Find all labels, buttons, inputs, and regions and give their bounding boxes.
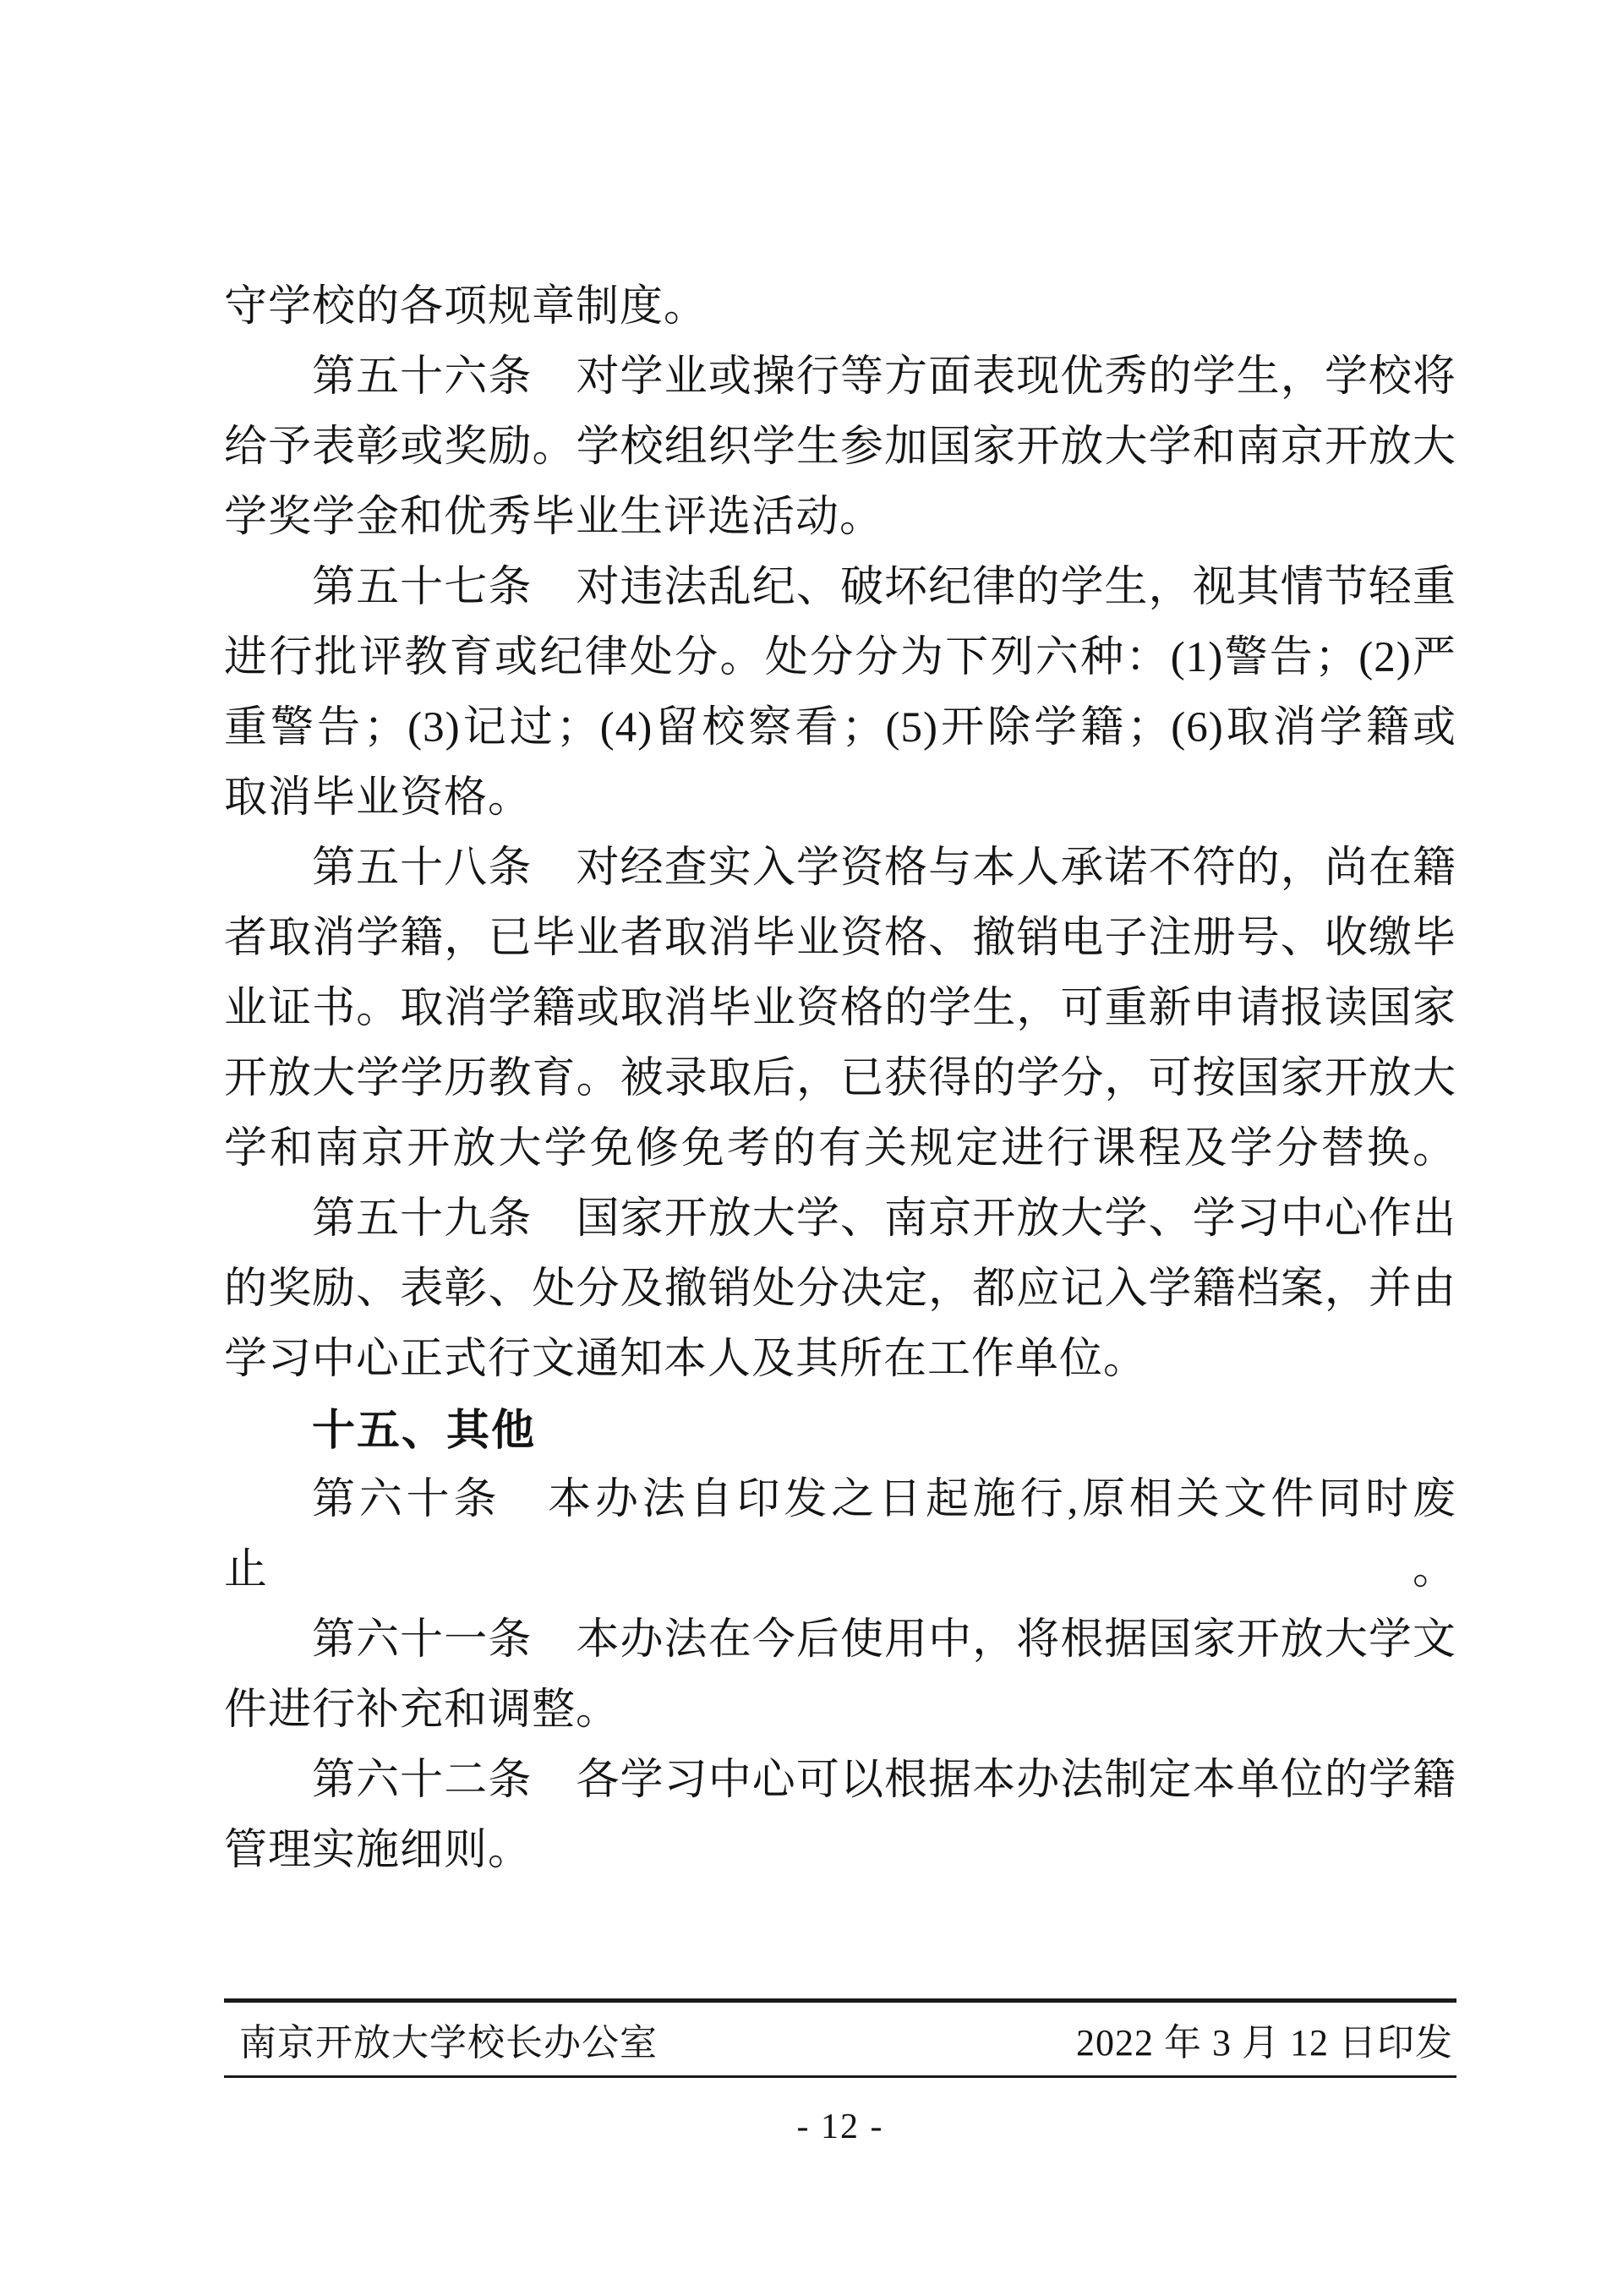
text-line: 进行批评教育或纪律处分。处分分为下列六种：(1)警告；(2)严 [224, 634, 1456, 681]
footer-issue-date: 2022 年 3 月 12 日印发 [1076, 2022, 1453, 2064]
text-line: 第五十六条 对学业或操行等方面表现优秀的学生，学校将 [312, 353, 1456, 401]
text-line: 给予表彰或奖励。学校组织学生参加国家开放大学和南京开放大 [224, 424, 1456, 471]
text-line: 第五十七条 对违法乱纪、破坏纪律的学生，视其情节轻重 [312, 564, 1456, 611]
footer [224, 2003, 1456, 2075]
body-text [224, 272, 1456, 1886]
footer-issuing-office: 南京开放大学校长办公室 [239, 2022, 658, 2064]
text-line: 件进行补充和调整。 [224, 1686, 620, 1734]
text-line: 管理实施细则。 [224, 1827, 533, 1874]
text-line: 学习中心正式行文通知本人及其所在工作单位。 [224, 1336, 1148, 1383]
text-line: 重警告；(3)记过；(4)留校察看；(5)开除学籍；(6)取消学籍或 [224, 704, 1456, 752]
page-number: - 12 - [796, 2107, 884, 2146]
section-heading: 十五、其他 [312, 1406, 537, 1454]
text-line: 开放大学学历教育。被录取后，已获得的学分，可按国家开放大 [224, 1055, 1456, 1102]
text-line: 的奖励、表彰、处分及撤销处分决定，都应记入学籍档案，并由 [224, 1266, 1456, 1313]
text-line: 第六十条 本办法自印发之日起施行,原相关文件同时废止。 [224, 1476, 1456, 1594]
text-line: 守学校的各项规章制度。 [224, 283, 708, 331]
text-line: 学和南京开放大学免修免考的有关规定进行课程及学分替换。 [224, 1125, 1456, 1173]
text-line: 第六十二条 各学习中心可以根据本办法制定本单位的学籍 [312, 1757, 1456, 1804]
text-line: 第六十一条 本办法在今后使用中，将根据国家开放大学文 [312, 1616, 1456, 1664]
text-line: 取消毕业资格。 [224, 774, 533, 822]
text-line: 第五十八条 对经查实入学资格与本人承诺不符的，尚在籍 [312, 845, 1456, 892]
text-line: 学奖学金和优秀毕业生评选活动。 [224, 494, 884, 541]
text-line: 业证书。取消学籍或取消毕业资格的学生，可重新申请报读国家 [224, 985, 1456, 1032]
footer-rule-bottom [224, 2075, 1456, 2078]
text-line: 者取消学籍，已毕业者取消毕业资格、撤销电子注册号、收缴毕 [224, 915, 1456, 962]
text-line: 第五十九条 国家开放大学、南京开放大学、学习中心作出 [312, 1195, 1456, 1243]
